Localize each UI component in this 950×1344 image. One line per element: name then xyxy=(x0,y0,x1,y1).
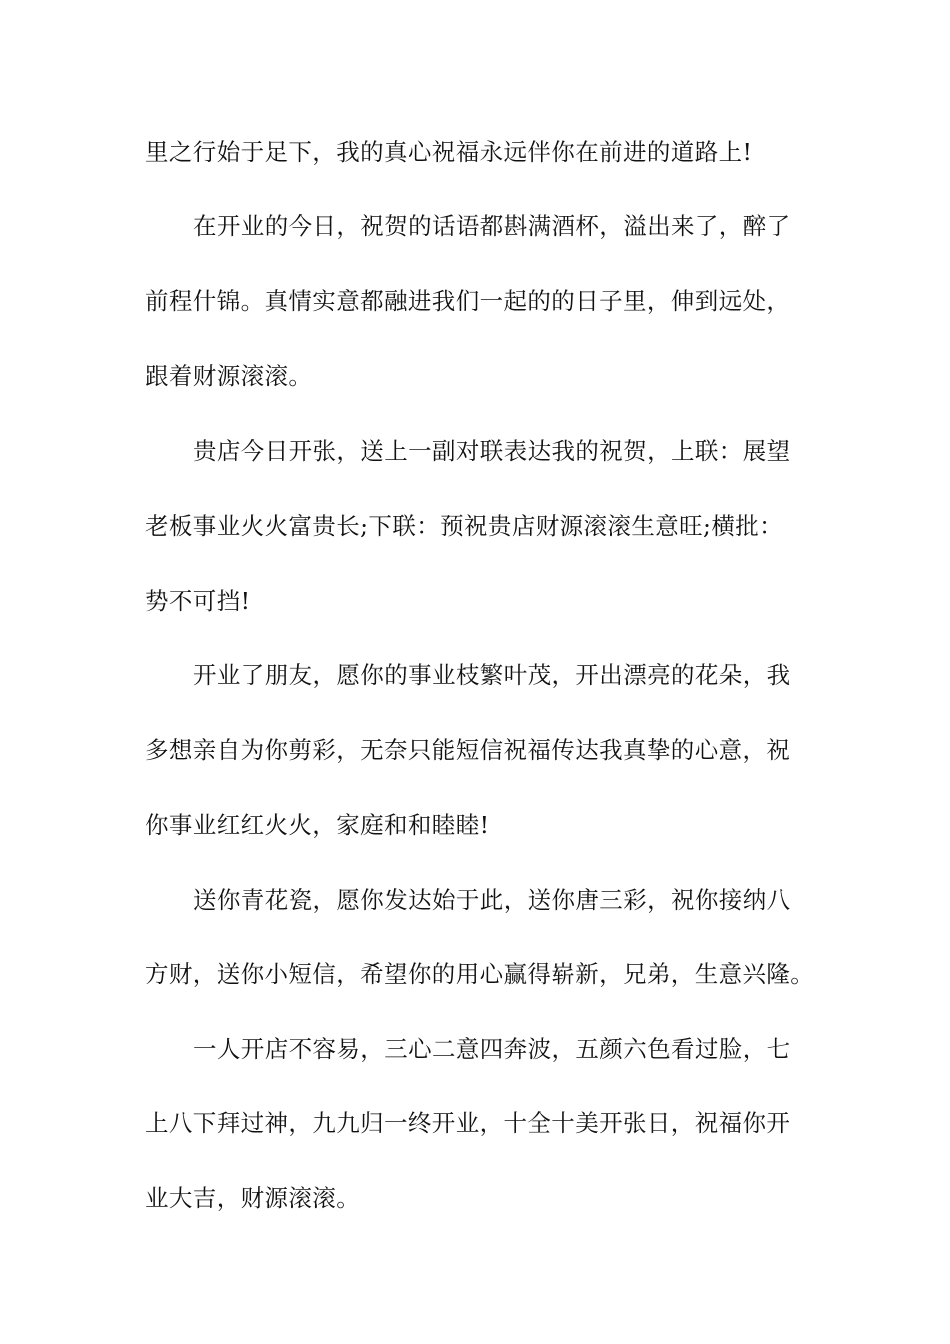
paragraph-line: 在开业的今日，祝贺的话语都斟满酒杯，溢出来了，醉了 xyxy=(193,212,791,240)
paragraph-line: 跟着财源滚滚。 xyxy=(145,362,313,390)
paragraph-line: 业大吉，财源滚滚。 xyxy=(145,1184,361,1212)
paragraph-line: 一人开店不容易，三心二意四奔波，五颜六色看过脸，七 xyxy=(193,1035,791,1063)
paragraph-line: 送你青花瓷，愿你发达始于此，送你唐三彩，祝你接纳八 xyxy=(193,886,791,914)
paragraph-line: 你事业红红火火，家庭和和睦睦! xyxy=(145,811,490,839)
paragraph-line: 里之行始于足下，我的真心祝福永远伴你在前进的道路上! xyxy=(145,138,753,166)
paragraph-line: 开业了朋友，愿你的事业枝繁叶茂，开出漂亮的花朵，我 xyxy=(193,661,791,689)
paragraph-line: 势不可挡! xyxy=(145,587,251,615)
paragraph-line: 上八下拜过神，九九归一终开业，十全十美开张日，祝福你开 xyxy=(145,1109,791,1137)
paragraph-line: 贵店今日开张，送上一副对联表达我的祝贺，上联：展望 xyxy=(193,437,791,465)
paragraph-line: 老板事业火火富贵长;下联：预祝贵店财源滚滚生意旺;横批： xyxy=(145,512,784,540)
paragraph-line: 多想亲自为你剪彩，无奈只能短信祝福传达我真挚的心意，祝 xyxy=(145,736,791,764)
paragraph-line: 前程什锦。真情实意都融进我们一起的的日子里，伸到远处， xyxy=(145,287,791,315)
paragraph-line: 方财，送你小短信，希望你的用心赢得崭新，兄弟，生意兴隆。 xyxy=(145,960,815,988)
